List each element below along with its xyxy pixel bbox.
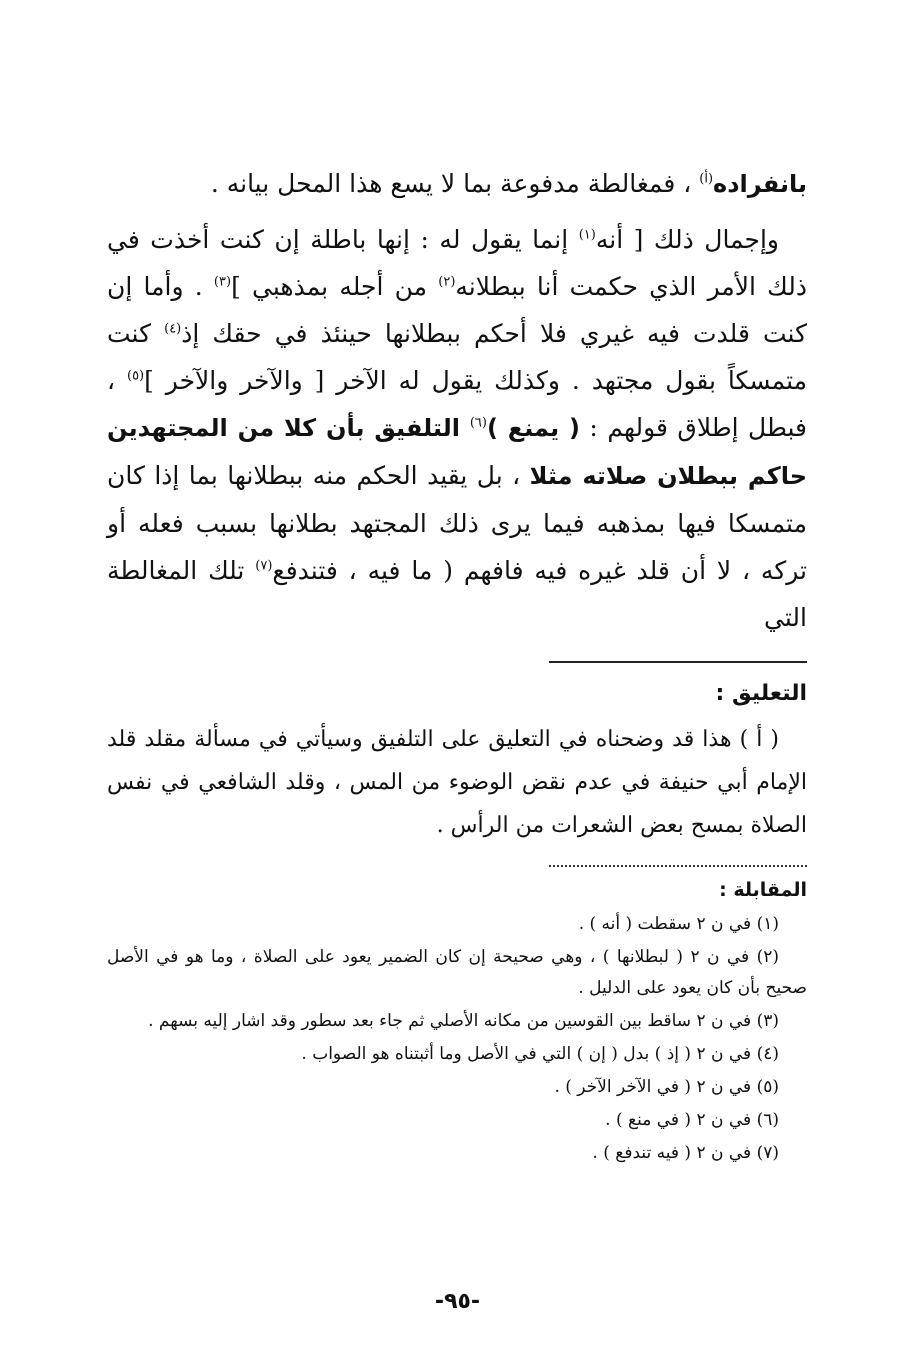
footnote-marker: (٦) [469, 415, 487, 431]
collation-heading: المقابلة : [719, 879, 807, 901]
collation-note: (٣) في ن ٢ ساقط بين القوسين من مكانه الأصلي ثم جاء بعد سطور وقد اشار إليه بسهم . [148, 1011, 779, 1031]
collation-note: (٦) في ن ٢ ( في منع ) . [605, 1110, 779, 1130]
text-span: من أجله بمذهبي ] [231, 272, 439, 301]
text-span: ، فبطل إطلاق قولهم : [107, 366, 807, 442]
collation-note: (٢) في ن ٢ ( لبطلانها ) ، وهي صحيحة إن كان الضمير يعود على الصلاة ، وما هو في الأصل صحيح بأن كان يعود على الدليل . [107, 947, 807, 998]
commentary-heading: التعليق : [715, 681, 807, 706]
collation-notes [107, 909, 807, 1169]
footnote-marker: (١) [578, 227, 596, 243]
book-page [107, 160, 807, 1171]
collation-note: (٧) في ن ٢ ( فيه تندفع ) . [592, 1143, 779, 1163]
footnote-marker: (أ) [699, 171, 714, 187]
footnote-marker: (٤) [164, 321, 182, 337]
footnote-divider [549, 661, 807, 663]
text-span: كنت متمسكاً بقول مجتهد . وكذلك يقول له الآخر [ والآخر والآخر ] [107, 319, 808, 395]
text-span: ، فمغالطة مدفوعة بما لا يسع هذا المحل بيانه . [210, 169, 700, 198]
collation-note: (٤) في ن ٢ ( إذ ) بدل ( إن ) التي في الأصل وما أثبتناه هو الصواب . [301, 1044, 779, 1064]
paragraph-2 [107, 216, 807, 641]
footnote-marker: (٢) [438, 274, 456, 290]
commentary-text: ( أ ) هذا قد وضحناه في التعليق على التلفيق وسيأتي في مسألة مقلد قلد الإمام أبي حنيفة في عدم نقض الوضوء من المس ، وقلد الشافعي في نفس الصلاة بمسح بعض الشعرات من الرأس . [107, 727, 807, 838]
text-span: تلك المغالطة التي [107, 556, 807, 632]
bold-quote: التلفيق بأن كلا من المجتهدين حاكم ببطلان صلاته مثلا [107, 414, 808, 490]
text-span: . وأما إن كنت قلدت فيه غيري فلا أحكم ببطلانها حينئذ في حقك إذ [107, 272, 807, 348]
collation-note: (٥) في ن ٢ ( في الآخر الآخر ) . [554, 1077, 779, 1097]
text-span: وإجمال ذلك [ أنه [595, 225, 779, 254]
dotted-divider [549, 865, 807, 867]
footnote-marker: (٣) [213, 274, 232, 290]
bold-quote: ( يمنع ) [486, 414, 580, 442]
text-span: إنما يقول له : إنها باطلة إن كنت أخذت في ذلك الأمر الذي حكمت أنا ببطلانه [107, 225, 807, 301]
footnote-marker: (٧) [255, 558, 273, 574]
main-text [107, 160, 807, 641]
collation-note: (١) في ن ٢ سقطت ( أنه ) . [578, 914, 779, 934]
bold-term: بانفراده [713, 170, 807, 198]
paragraph-1 [107, 160, 807, 208]
footnote-marker: (٥) [126, 368, 145, 384]
page-number: -٩٥- [434, 1289, 481, 1314]
text-span: ، بل يقيد الحكم منه ببطلانها بما إذا كان متمسكا فيها بمذهبه فيما يرى ذلك المجتهد بطلانها بسبب فعله أو تركه ، لا أن قلد غيره فيه فافهم ( ما فيه ، فتندفع [107, 461, 807, 585]
